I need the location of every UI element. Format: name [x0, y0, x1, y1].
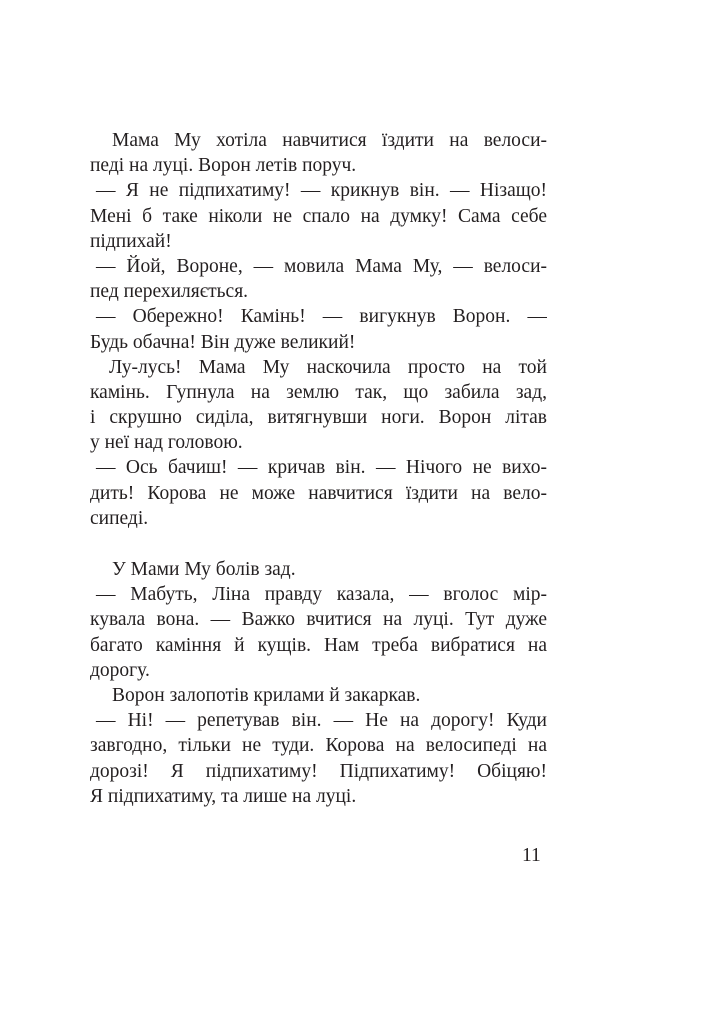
text-line: — Обережно! Камінь! — вигукнув Ворон. — [96, 306, 547, 328]
text-line: камінь. Гупнула на землю так, що забила зад, [90, 381, 547, 403]
text-line: пед перехиляється. [90, 281, 249, 303]
text-line: сипеді. [90, 507, 149, 529]
text-block-1 [90, 128, 547, 531]
text-line: Мені б таке ніколи не спало на думку! Сама себе [90, 205, 547, 227]
text-line: — Ось бачиш! — кричав він. — Нічого не вихо- [96, 457, 547, 479]
text-line: дить! Корова не може навчитися їздити на вело- [90, 482, 547, 504]
page-number: 11 [522, 845, 541, 866]
text-line: багато каміння й кущів. Нам треба вибратися на [90, 634, 547, 656]
text-line: — Йой, Вороне, — мовила Мама Му, — велоси- [96, 255, 547, 277]
text-line: — Я не підпихатиму! — крикнув він. — Нізащо! [96, 180, 547, 202]
text-line: Я підпихатиму, та лише на луці. [90, 785, 357, 807]
text-line: завгодно, тільки не туди. Корова на велосипеді на [90, 735, 547, 757]
text-line: дорозі! Я підпихатиму! Підпихатиму! Обіцяю! [90, 760, 547, 782]
text-line: у неї над головою. [90, 432, 243, 454]
text-line: педі на луці. Ворон летів поруч. [90, 155, 357, 177]
text-line: підпихай! [90, 230, 172, 252]
text-line: Лу-лусь! Мама Му наскочила просто на той [109, 356, 547, 378]
text-line: і скрушно сиділа, витягнувши ноги. Ворон літав [90, 407, 547, 429]
text-line: Ворон залопотів крилами й закаркав. [112, 684, 421, 706]
text-line: Будь обачна! Він дуже великий! [90, 331, 356, 353]
text-line: У Мами Му болів зад. [112, 559, 296, 580]
text-block-2 [90, 557, 547, 809]
text-line: Мама Му хотіла навчитися їздити на велоси- [112, 130, 547, 151]
text-line: кувала вона. — Важко вчитися на луці. Тут дуже [90, 609, 547, 631]
text-line: — Ні! — репетував він. — Не на дорогу! Куди [96, 710, 547, 732]
text-line: дорогу. [90, 659, 150, 681]
text-line: — Мабуть, Ліна правду казала, — вголос мір- [96, 584, 547, 606]
